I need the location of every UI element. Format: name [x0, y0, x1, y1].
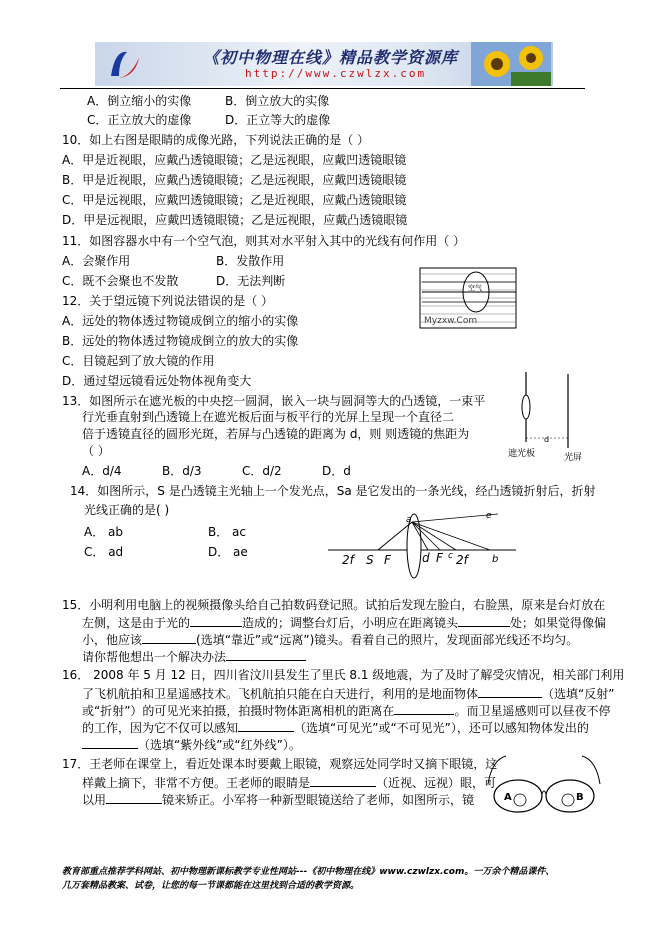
q13-option-b: B．d/3 — [162, 464, 202, 478]
q11-air-label: 空气 — [468, 284, 482, 292]
q13-figure — [498, 370, 593, 466]
q13-screen-label: 光屏 — [564, 453, 583, 463]
q15-text: (选填“靠近”或“远离”)镜头。看着自己的照片，发现面部光线还不均匀。 — [196, 633, 579, 647]
q13-plate-label: 遮光板 — [508, 449, 536, 459]
q13-option-a: A．d/4 — [82, 464, 122, 478]
q12-option-d: D．通过望远镜看远处物体视角变大 — [62, 374, 252, 388]
q13-stem-4: （ ） — [82, 444, 110, 458]
q15-text: 小，他应该 — [82, 633, 143, 647]
q14-label-2f-left: 2f — [342, 553, 354, 567]
q12-stem: 12．关于望远镜下列说法错误的是（ ） — [62, 294, 274, 308]
q10-option-c: C．甲是远视眼，应戴凹透镜眼镜；乙是近视眼，应戴凸透镜眼镜 — [62, 193, 407, 207]
q11-option-b: B．发散作用 — [216, 254, 285, 268]
q16-line-3 — [82, 702, 610, 719]
q16-line-2 — [82, 685, 614, 702]
q14-label-e: e — [486, 511, 492, 521]
q16-text: （选填“反射” — [542, 687, 615, 701]
q11-stem: 11．如图容器水中有一个空气泡，则其对水平射入其中的光线有何作用（ ） — [62, 234, 466, 248]
q14-option-b: B． ac — [208, 525, 246, 539]
q15-blank-1[interactable] — [190, 614, 242, 627]
q11-option-a: A．会聚作用 — [62, 254, 131, 268]
q13-option-c: C．d/2 — [242, 464, 282, 478]
q10-option-d: D．甲是远视眼，应戴凹透镜眼镜；乙是远视眼，应戴凸透镜眼镜 — [62, 213, 408, 227]
q17-glasses-figure — [484, 750, 604, 816]
q10-option-a: A．甲是近视眼，应戴凸透镜眼镜；乙是远视眼，应戴凹透镜眼镜 — [62, 153, 407, 167]
sunflower-icon — [471, 42, 551, 86]
q16-text: 了飞机航拍和卫星遥感技术。飞机航拍只能在白天进行，利用的是地面物体 — [82, 687, 479, 701]
footer-line-1: 教育部重点推荐学科网站、初中物理新课标教学专业性网站---《初中物理在线》www.czwlzx.com。一万余个精品课件、 — [62, 867, 555, 877]
q14-figure — [328, 508, 518, 580]
q15-blank-4[interactable] — [226, 648, 306, 661]
q17-line-2 — [82, 774, 496, 791]
q16-blank-4[interactable] — [82, 736, 138, 749]
q10-stem: 10．如上右图是眼睛的成像光路，下列说法正确的是（ ） — [62, 133, 370, 147]
q15-blank-2[interactable] — [458, 614, 510, 627]
q13-stem-1: 13．如图所示在遮光板的中央挖一圆洞，嵌入一块与圆洞等大的凸透镜，一束平 — [62, 394, 486, 408]
q14-option-a: A． ab — [84, 525, 123, 539]
q17-blank-1[interactable] — [310, 774, 376, 787]
header-url: http://www.czwlzx.com — [245, 67, 427, 80]
q17-text: （近视、远视）眼，可 — [376, 776, 497, 790]
q15-text: 处；如果觉得像偏 — [510, 616, 607, 630]
q16-blank-3[interactable] — [238, 719, 294, 732]
q16-text: 的工作，因为它不仅可以感知 — [82, 721, 239, 735]
q17-lens-a-label: A — [504, 792, 512, 803]
q17-lens-b-label: B — [576, 792, 584, 803]
q15-line-3 — [82, 631, 578, 648]
q14-label-2f-right: 2f — [456, 553, 468, 567]
q14-stem-2: 光线正确的是( ) — [84, 503, 170, 517]
q14-label-c: c — [448, 551, 453, 561]
q12-option-c: C．目镜起到了放大镜的作用 — [62, 354, 215, 368]
q16-text: （选填“紫外线”或“红外线”）。 — [138, 738, 301, 752]
q11-option-c: C．既不会聚也不发散 — [62, 274, 179, 288]
q15-text: 左侧，这是由于光的 — [82, 616, 191, 630]
q12-option-b: B．远处的物体透过物镜成倒立的放大的实像 — [62, 334, 299, 348]
q17-line-1: 17．王老师在课堂上，看近处课本时要戴上眼镜，观察远处同学时又摘下眼镜，这 — [62, 757, 498, 771]
q14-label-f-left: F — [384, 553, 391, 567]
q16-line-1: 16． 2008 年 5 月 12 日，四川省汶川县发生了里氏 8.1 级地震，为了及时了解受灾情况，相关部门利用 — [62, 668, 625, 682]
q14-label-f-right: F — [436, 551, 443, 565]
q14-option-d: D． ae — [208, 545, 248, 559]
q15-text: 请你帮他想出一个解决办法 — [82, 650, 227, 664]
q13-stem-2: 行光垂直射到凸透镜上在遮光板后面与板平行的光屏上呈现一个直径二 — [82, 410, 455, 424]
q16-text: （选填“可见光”或“不可见光”），还可以感知物体发出的 — [294, 721, 589, 735]
q15-line-2 — [82, 614, 606, 631]
q9-option-a: A．倒立缩小的实像 — [87, 94, 192, 108]
q16-text: 。而卫星遥感则可以昼夜不停 — [454, 704, 611, 718]
q10-option-b: B．甲是近视眼，应戴凸透镜眼镜；乙是远视眼，应戴凹透镜眼镜 — [62, 173, 407, 187]
q17-text: 样戴上摘下，非常不方便。王老师的眼睛是 — [82, 776, 311, 790]
q13-d-label: d — [544, 435, 550, 444]
q16-text: 或“折射”）的可见光来拍摄，拍摄时物体距离相机的距离在 — [82, 704, 395, 718]
q15-line-1: 15．小明利用电脑上的视频摄像头给自己拍数码登记照。试拍后发现左脸白，右脸黑，原来是台灯放在 — [62, 598, 606, 612]
q17-blank-2[interactable] — [106, 791, 162, 804]
q9-option-d: D．正立等大的虚像 — [225, 113, 331, 127]
q14-label-d: d — [422, 551, 430, 565]
q14-label-b: b — [492, 554, 499, 565]
q13-stem-3: 倍于透镜直径的圆形光斑，若屏与凸透镜的距离为 d，则 则透镜的焦距为 — [82, 427, 470, 441]
header-banner — [95, 42, 553, 86]
q11-watermark: Myzxw.Com — [424, 316, 478, 326]
header-title: 《初中物理在线》精品教学资源库 — [203, 48, 459, 67]
q12-option-a: A．远处的物体透过物镜成倒立的缩小的实像 — [62, 314, 299, 328]
q16-line-4 — [82, 719, 589, 736]
footer-line-2: 几万套精品教案、试卷，让您的每一节课都能在这里找到合适的教学资源。 — [62, 881, 360, 891]
q14-stem-1: 14．如图所示，S 是凸透镜主光轴上一个发光点，Sa 是它发出的一条光线，经凸透镜折射后，折射 — [70, 484, 596, 498]
q13-option-d: D．d — [322, 464, 351, 478]
header-rule — [60, 88, 585, 89]
q16-blank-2[interactable] — [394, 702, 454, 715]
q17-text: 镜来矫正。小军将一种新型眼镜送给了老师，如图所示，镜 — [162, 793, 475, 807]
q9-option-c: C．正立放大的虚像 — [87, 113, 192, 127]
q11-option-d: D．无法判断 — [216, 274, 286, 288]
q14-option-c: C． ad — [84, 545, 124, 559]
q17-line-3 — [82, 791, 474, 808]
q14-label-s: S — [366, 553, 374, 567]
q11-figure — [412, 262, 522, 332]
q17-text: 以用 — [82, 793, 107, 807]
q9-option-b: B．倒立放大的实像 — [225, 94, 330, 108]
q14-label-a: a — [406, 515, 412, 525]
logo-icon — [105, 46, 145, 82]
q15-text: 造成的；调整台灯后，小明应在距离镜头 — [242, 616, 459, 630]
q15-line-4 — [82, 648, 306, 665]
q16-line-5 — [82, 736, 301, 753]
q15-blank-3[interactable] — [142, 631, 196, 644]
q16-blank-1[interactable] — [478, 685, 542, 698]
